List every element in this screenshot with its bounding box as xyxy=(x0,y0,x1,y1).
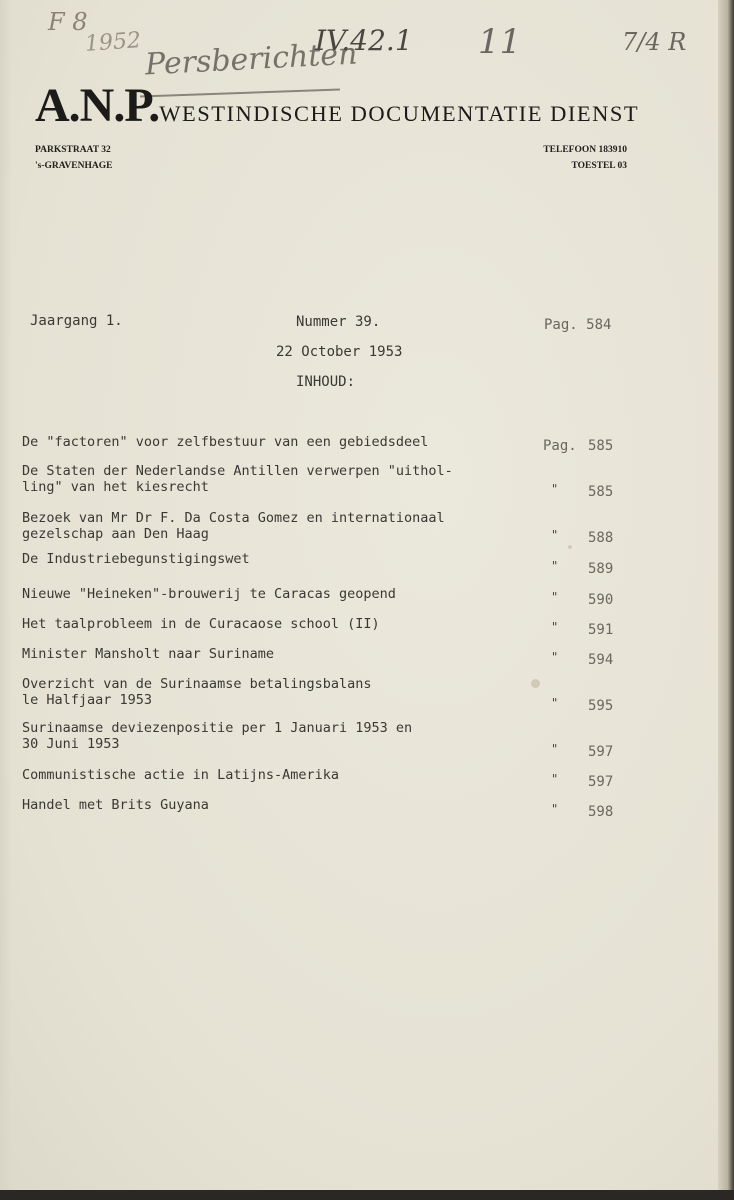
handwritten-mark: F 8 xyxy=(48,8,88,36)
toc-entry-line: De "factoren" voor zelfbestuur van een gebiedsdeel xyxy=(22,434,429,450)
toc-entry-marker: " xyxy=(551,772,559,786)
address-block xyxy=(35,142,112,174)
toc-entry-marker: " xyxy=(551,696,559,710)
toc-entry-title xyxy=(22,720,412,752)
scan-border xyxy=(0,1190,734,1200)
toc-entry-page: 597 xyxy=(588,774,614,790)
toc-entry-title xyxy=(22,767,339,783)
toc-entry-marker: " xyxy=(551,590,559,604)
letterhead xyxy=(35,78,639,133)
toc-entry-title xyxy=(22,676,372,708)
toc-entry-page: 590 xyxy=(588,592,614,608)
phone-block xyxy=(543,142,627,174)
paper-stain xyxy=(568,545,572,549)
toc-entry-marker: " xyxy=(551,559,559,573)
page-edge xyxy=(718,0,734,1200)
toc-entry-page: 595 xyxy=(588,698,614,714)
toc-entry-page: 588 xyxy=(588,530,614,546)
binding-edge xyxy=(0,0,12,1190)
toc-entry-line: Bezoek van Mr Dr F. Da Costa Gomez en internationaal xyxy=(22,510,445,526)
toc-entry-page: 585 xyxy=(588,484,614,500)
faded-stamp: 1952 xyxy=(84,28,142,57)
address-street: PARKSTRAAT 32 xyxy=(35,145,111,155)
toc-entry-marker: " xyxy=(551,742,559,756)
toc-entry-marker: " xyxy=(551,802,559,816)
issue-year: Jaargang 1. xyxy=(30,313,123,329)
toc-entry-line: Overzicht van de Surinaamse betalingsbalans xyxy=(22,676,372,692)
handwritten-number: 11 xyxy=(478,22,522,62)
phone-extension: TOESTEL 03 xyxy=(571,161,627,171)
toc-entry-line: Minister Mansholt naar Suriname xyxy=(22,646,274,662)
toc-entry-line: ling" van het kiesrecht xyxy=(22,479,209,495)
toc-entry-marker: " xyxy=(551,528,559,542)
anp-logo: A.N.P. xyxy=(35,79,160,132)
toc-entry-title xyxy=(22,797,209,813)
contents-heading: INHOUD: xyxy=(296,374,356,390)
handwritten-code: IV.42.1 xyxy=(315,24,413,57)
issue-page: Pag. 584 xyxy=(544,317,612,333)
toc-entry-marker: Pag. xyxy=(543,438,577,454)
toc-entry-title xyxy=(22,463,453,495)
toc-entry-line: Communistische actie in Latijns-Amerika xyxy=(22,767,339,783)
issue-date: 22 October 1953 xyxy=(276,344,403,360)
paper-stain xyxy=(531,679,540,688)
toc-entry-page: 598 xyxy=(588,804,614,820)
toc-entry-page: 597 xyxy=(588,744,614,760)
toc-entry-page: 589 xyxy=(588,561,614,577)
toc-entry-title xyxy=(22,646,274,662)
handwritten-note: Persberichten xyxy=(144,36,359,83)
toc-entry-line: Handel met Brits Guyana xyxy=(22,797,209,813)
toc-entry-title xyxy=(22,551,250,567)
organisation-name: WESTINDISCHE DOCUMENTATIE DIENST xyxy=(159,101,640,126)
toc-entry-title xyxy=(22,616,380,632)
toc-entry-line: 30 Juni 1953 xyxy=(22,736,120,752)
toc-entry-line: Surinaamse deviezenpositie per 1 Januari 1953 en xyxy=(22,720,413,736)
toc-entry-line: Het taalprobleem in de Curacaose school (II) xyxy=(22,616,380,632)
toc-entry-line: Nieuwe "Heineken"-brouwerij te Caracas geopend xyxy=(22,586,396,602)
handwritten-corner-mark: 7/4 R xyxy=(622,28,687,56)
toc-entry-marker: " xyxy=(551,620,559,634)
toc-entry-title xyxy=(22,510,445,542)
toc-entry-page: 594 xyxy=(588,652,614,668)
phone-number: TELEFOON 183910 xyxy=(543,145,627,155)
address-city: 's-GRAVENHAGE xyxy=(35,161,113,171)
toc-entry-line: De Staten der Nederlandse Antillen verwerpen "uithol- xyxy=(22,463,453,479)
toc-entry-page: 585 xyxy=(588,438,614,454)
toc-entry-title xyxy=(22,434,428,450)
toc-entry-title xyxy=(22,586,396,602)
issue-number: Nummer 39. xyxy=(296,314,381,330)
toc-entry-line: gezelschap aan Den Haag xyxy=(22,526,209,542)
toc-entry-page: 591 xyxy=(588,622,614,638)
toc-entry-marker: " xyxy=(551,482,559,496)
toc-entry-marker: " xyxy=(551,650,559,664)
toc-entry-line: De Industriebegunstigingswet xyxy=(22,551,250,567)
toc-entry-line: le Halfjaar 1953 xyxy=(22,692,153,708)
